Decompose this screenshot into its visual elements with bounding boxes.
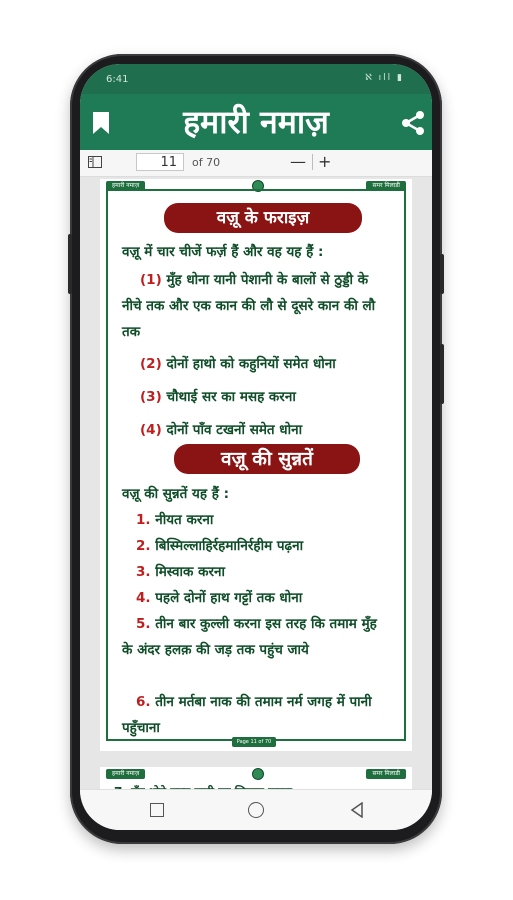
toolbar-divider bbox=[312, 154, 313, 170]
back-button[interactable] bbox=[350, 802, 364, 818]
item-number: 5. bbox=[136, 616, 151, 632]
sunnat-item-5 bbox=[122, 611, 390, 663]
page-count-label: of 70 bbox=[192, 156, 221, 169]
bixby-button bbox=[68, 234, 72, 294]
item-text: मिस्वाक करना bbox=[155, 564, 226, 580]
app-bar bbox=[80, 94, 432, 150]
item-number: (2) bbox=[140, 356, 162, 372]
item-number: (1) bbox=[140, 272, 162, 288]
screen bbox=[80, 64, 432, 830]
item-number: (4) bbox=[140, 422, 162, 438]
sunnat-item-3 bbox=[136, 559, 390, 585]
item-number: (3) bbox=[140, 389, 162, 405]
status-time: 6:41 bbox=[106, 74, 129, 85]
power-button bbox=[440, 254, 444, 294]
item-number: 2. bbox=[136, 538, 151, 554]
item-number: 4. bbox=[136, 590, 151, 606]
volume-button bbox=[440, 344, 444, 404]
item-text: तीन बार कुल्ली करना इस तरह कि तमाम मुँह के अंदर हलक़ की जड़ तक पहुंच जाये bbox=[122, 616, 377, 658]
zoom-out-button[interactable]: — bbox=[290, 152, 306, 171]
sunnatein-intro: वज़ू की सुन्नतें यह हैं : bbox=[122, 486, 229, 502]
page-header-left: हमारी नमाज़ bbox=[106, 181, 145, 191]
faraiz-item-2 bbox=[140, 351, 390, 377]
page-header-right: समर मिलाडी bbox=[366, 769, 406, 779]
item-text: तीन मर्तबा नाक की तमाम नर्म जगह में पानी पहुँचाना bbox=[122, 694, 372, 736]
app-title: हमारी नमाज़ bbox=[183, 103, 329, 141]
item-text: नीयत करना bbox=[155, 512, 214, 528]
item-number: 6. bbox=[136, 694, 151, 710]
zoom-in-button[interactable]: + bbox=[318, 152, 332, 171]
emblem-icon bbox=[252, 768, 264, 780]
item-text: पहले दोनों हाथ गट्टों तक धोना bbox=[155, 590, 303, 606]
item-text: मुँह धोना यानी पेशानी के बालों से ठुड्डी के नीचे तक और एक कान की लौ से दूसरे कान की लौ तक bbox=[122, 272, 376, 340]
page-footer: Page 11 of 70 bbox=[232, 737, 276, 747]
page-header-right: समर मिलाडी bbox=[366, 181, 406, 191]
item-text: दोनों हाथो को कहुनियों समेत धोना bbox=[166, 356, 336, 372]
sunnat-item-2 bbox=[136, 533, 390, 559]
status-bar bbox=[80, 64, 432, 94]
share-icon[interactable] bbox=[400, 110, 426, 136]
item-number: 1. bbox=[136, 512, 151, 528]
sunnat-item-6 bbox=[122, 689, 390, 741]
item-text: बिस्मिल्लाहिर्रहमानिर्रहीम पढ़ना bbox=[155, 538, 304, 554]
item-text: दोनों पाँव टखनों समेत धोना bbox=[166, 422, 303, 438]
faraiz-item-4 bbox=[140, 417, 390, 443]
faraiz-item-3 bbox=[140, 384, 390, 410]
page-number-input[interactable]: 11 bbox=[136, 153, 184, 171]
page-header-left: हमारी नमाज़ bbox=[106, 769, 145, 779]
item-text: चौथाई सर का मसह करना bbox=[166, 389, 296, 405]
recent-apps-button[interactable] bbox=[150, 803, 164, 817]
home-button[interactable] bbox=[248, 802, 264, 818]
pdf-viewer[interactable] bbox=[80, 177, 432, 790]
faraiz-intro: वज़ू में चार चीजें फर्ज़ हैं और वह यह हैं : bbox=[122, 244, 324, 260]
page-border bbox=[106, 189, 406, 741]
page-header bbox=[106, 769, 406, 779]
heading-wuzu-sunnatein: वज़ू की सुन्नतें bbox=[174, 444, 360, 474]
heading-wuzu-faraiz: वज़ू के फराइज़ bbox=[164, 203, 362, 233]
sidebar-toggle-icon[interactable] bbox=[88, 156, 102, 168]
sunnat-item-1 bbox=[136, 507, 390, 533]
pdf-page-11 bbox=[100, 179, 412, 751]
item-number: 3. bbox=[136, 564, 151, 580]
android-nav-bar bbox=[80, 789, 432, 830]
faraiz-item-1 bbox=[122, 267, 390, 345]
pdf-toolbar bbox=[80, 150, 432, 177]
status-icons: ℵ ıll ▮ bbox=[365, 73, 404, 83]
sunnat-item-4 bbox=[136, 585, 390, 611]
